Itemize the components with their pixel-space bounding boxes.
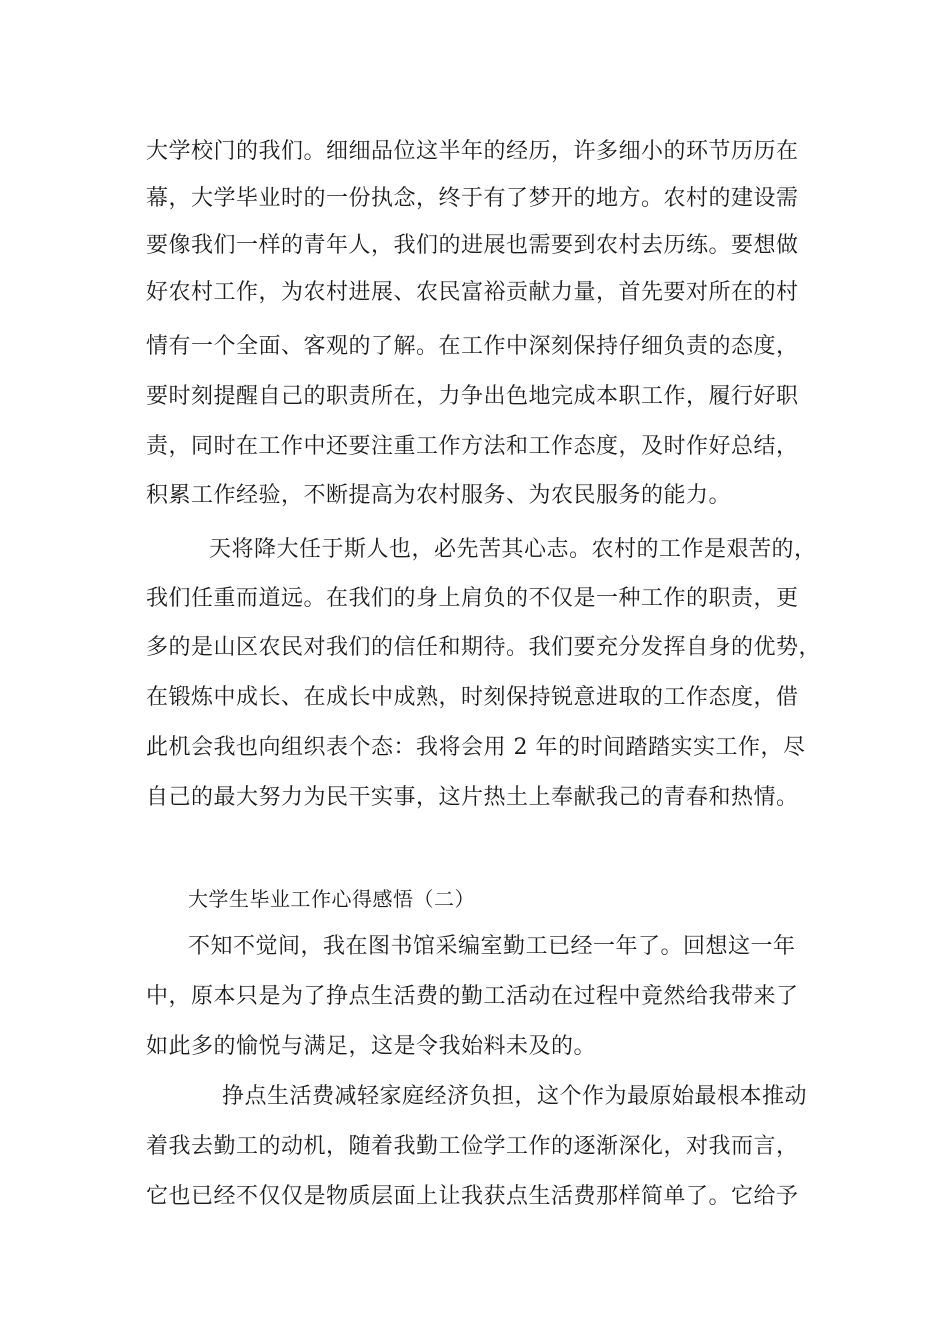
paragraph-line: 大学校门的我们。细细品位这半年的经历，许多细小的环节历历在 xyxy=(146,139,799,164)
paragraph-line: 我们任重而道远。在我们的身上肩负的不仅是一种工作的职责，更 xyxy=(146,586,799,611)
paragraph-line: 着我去勤工的动机，随着我勤工俭学工作的逐渐深化，对我而言， xyxy=(146,1134,799,1159)
paragraph-line: 中，原本只是为了挣点生活费的勤工活动在过程中竟然给我带来了 xyxy=(146,984,799,1009)
paragraph-line: 多的是山区农民对我们的信任和期待。我们要充分发挥自身的优势， xyxy=(146,635,822,660)
paragraph-line: 此机会我也向组织表个态：我将会用 2 年的时间踏踏实实工作，尽 xyxy=(146,735,806,760)
paragraph-line: 自己的最大努力为民干实事，这片热土上奉献我己的青春和热情。 xyxy=(146,785,799,810)
paragraph-line: 挣点生活费减轻家庭经济负担，这个作为最原始最根本推动 xyxy=(222,1084,808,1109)
paragraph-line: 积累工作经验，不断提高为农村服务、为农民服务的能力。 xyxy=(146,483,732,508)
paragraph-line: 情有一个全面、客观的了解。在工作中深刻保持仔细负责的态度， xyxy=(146,334,799,359)
paragraph-line: 责，同时在工作中还要注重工作方法和工作态度，及时作好总结， xyxy=(146,434,799,459)
paragraph-line: 要像我们一样的青年人，我们的进展也需要到农村去历练。要想做 xyxy=(146,233,799,258)
paragraph-line: 天将降大任于斯人也，必先苦其心志。农村的工作是艰苦的， xyxy=(209,537,817,562)
paragraph-line: 如此多的愉悦与满足，这是令我始料未及的。 xyxy=(146,1034,597,1059)
paragraph-line: 它也已经不仅仅是物质层面上让我获点生活费那样简单了。它给予 xyxy=(146,1184,799,1209)
paragraph-line: 不知不觉间，我在图书馆采编室勤工已经一年了。回想这一年 xyxy=(188,934,796,959)
paragraph-line: 幕，大学毕业时的一份执念，终于有了梦开的地方。农村的建设需 xyxy=(146,186,799,211)
paragraph-line: 在锻炼中成长、在成长中成熟，时刻保持锐意进取的工作态度，借 xyxy=(146,685,799,710)
section-title: 大学生毕业工作心得感悟（二） xyxy=(188,887,475,911)
paragraph-line: 好农村工作，为农村进展、农民富裕贡献力量，首先要对所在的村 xyxy=(146,280,799,305)
paragraph-line: 要时刻提醒自己的职责所在，力争出色地完成本职工作，履行好职 xyxy=(146,384,799,409)
